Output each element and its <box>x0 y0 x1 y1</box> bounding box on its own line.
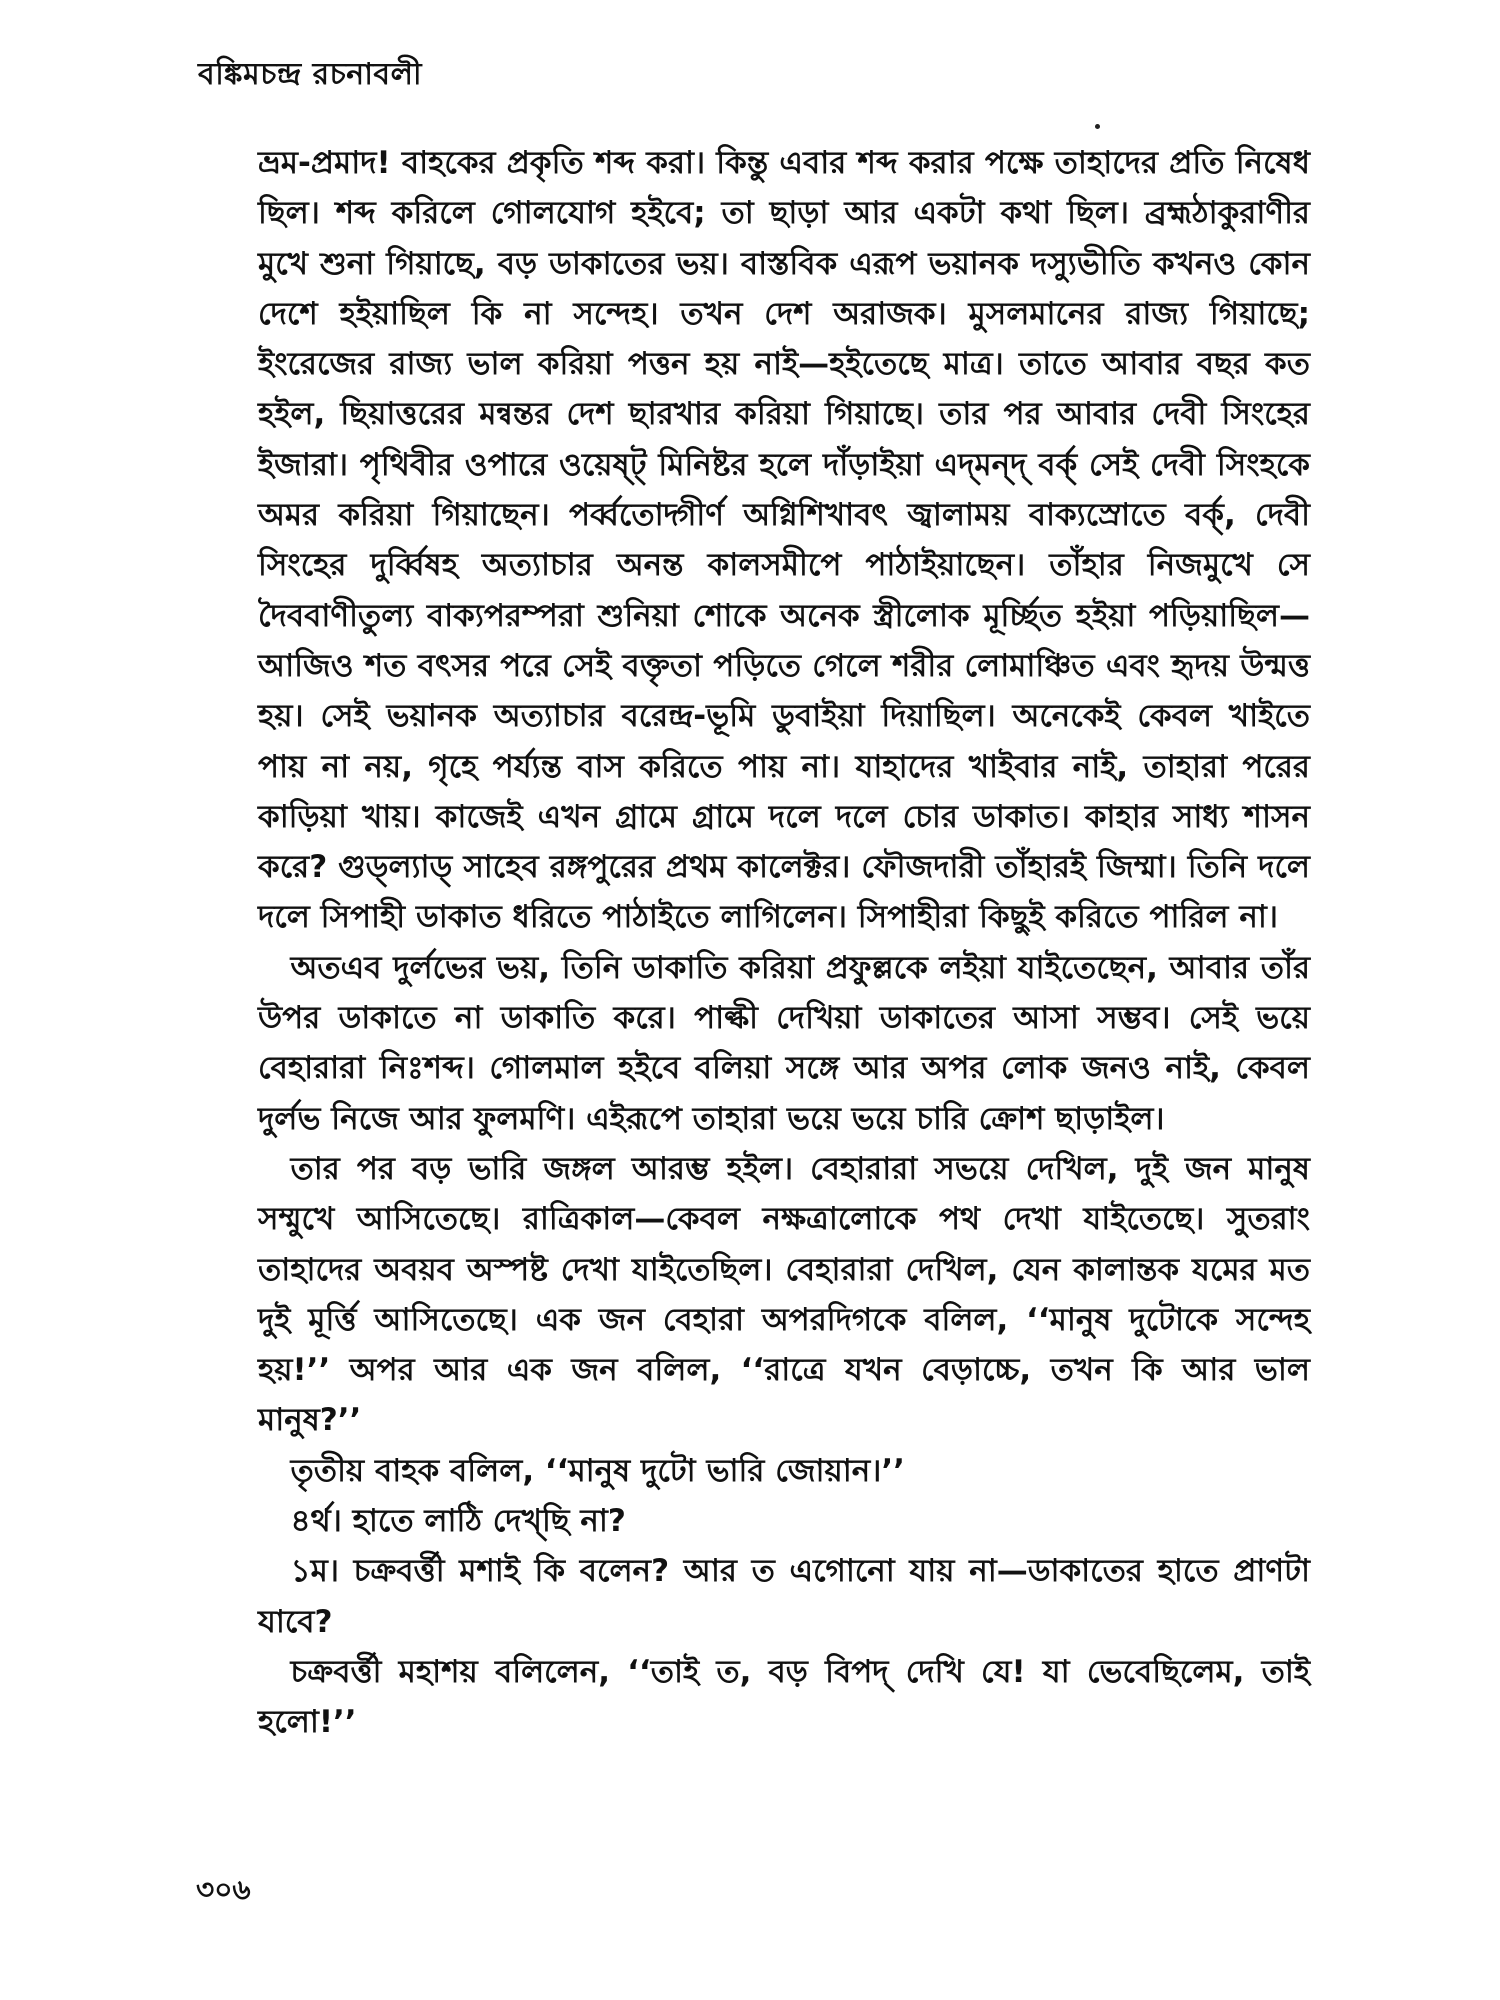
paragraph-7: চক্রবর্ত্তী মহাশয় বলিলেন, ‘‘তাই ত, বড় বিপদ্ দেখি যে! যা ভেবেছিলেম, তাই হলো!’’ <box>258 1653 1310 1741</box>
page-number: ৩০৬ <box>196 1873 251 1906</box>
paragraph-3: তার পর বড় ভারি জঙ্গল আরম্ভ হইল। বেহারারা সভয়ে দেখিল, দুই জন মানুষ সম্মুখে আসিতেছে। রাত্রিকাল—কেবল নক্ষত্রালোকে পথ দেখা যাইতেছে। সুতরাং তাহাদের অবয়ব অস্পষ্ট দেখা যাইতেছিল। বেহারারা দেখিল, যেন কালান্তক যমের মত দুই মূর্ত্তি আসিতেছে। এক জন বেহারা অপরদিগকে বলিল, ‘‘মানুষ দুটোকে সন্দেহ হয়!’’ অপর আর এক জন বলিল, ‘‘রাত্রে যখন বেড়াচ্চে, তখন কি আর ভাল মানুষ?’’ <box>258 1150 1310 1439</box>
paragraph-1: ভ্রম-প্রমাদ! বাহকের প্রকৃতি শব্দ করা। কিন্তু এবার শব্দ করার পক্ষে তাহাদের প্রতি নিষেধ ছিল। শব্দ করিলে গোলযোগ হইবে; তা ছাড়া আর একটা কথা ছিল। ব্রহ্মঠাকুরাণীর মুখে শুনা গিয়াছে, বড় ডাকাতের ভয়। বাস্তবিক এরূপ ভয়ানক দস্যুভীতি কখনও কোন দেশে হইয়াছিল কি না সন্দেহ। তখন দেশ অরাজক। মুসলমানের রাজ্য গিয়াছে; ইংরেজের রাজ্য ভাল করিয়া পত্তন হয় নাই—হইতেছে মাত্র। তাতে আবার বছর কত হইল, ছিয়াত্তরের মন্বন্তর দেশ ছারখার করিয়া গিয়াছে। তার পর আবার দেবী সিংহের ইজারা। পৃথিবীর ওপারে ওয়েষ্ট্ মিনিষ্টর হলে দাঁড়াইয়া এদ্‌মন্দ্ বর্ক্ সেই দেবী সিংহকে অমর করিয়া গিয়াছেন। পর্ব্বতোদ্গীর্ণ অগ্নিশিখাবৎ জ্বালাময় বাক্যস্রোতে বর্ক্, দেবী সিংহের দুর্ব্বিষহ অত্যাচার অনন্ত কালসমীপে পাঠাইয়াছেন। তাঁহার নিজমুখে সে দৈববাণীতুল্য বাক্যপরম্পরা শুনিয়া শোকে অনেক স্ত্রীলোক মূর্চ্ছিত হইয়া পড়িয়াছিল—আজিও শত বৎসর পরে সেই বক্তৃতা পড়িতে গেলে শরীর লোমাঞ্চিত এবং হৃদয় উন্মত্ত হয়। সেই ভয়ানক অত্যাচার বরেন্দ্র-ভূমি ডুবাইয়া দিয়াছিল। অনেকেই কেবল খাইতে পায় না নয়, গৃহে পর্য্যন্ত বাস করিতে পায় না। যাহাদের খাইবার নাই, তাহারা পরের কাড়িয়া খায়। কাজেই এখন গ্রামে গ্রামে দলে দলে চোর ডাকাত। কাহার সাধ্য শাসন করে? গুড্‌ল্যাড্ সাহেব রঙ্গপুরের প্রথম কালেক্টর। ফৌজদারী তাঁহারই জিম্মা। তিনি দলে দলে সিপাহী ডাকাত ধরিতে পাঠাইতে লাগিলেন। সিপাহীরা কিছুই করিতে পারিল না। <box>258 145 1310 936</box>
paragraph-6: ১ম। চক্রবর্ত্তী মশাই কি বলেন? আর ত এগোনো যায় না—ডাকাতের হাতে প্রাণটা যাবে? <box>258 1553 1310 1640</box>
page-text <box>258 138 1310 1748</box>
stray-dot-mark <box>1095 124 1100 129</box>
running-head: বঙ্কিমচন্দ্র রচনাবলী <box>198 57 423 92</box>
paragraph-5: ৪র্থ। হাতে লাঠি দেখ্‌ছি না? <box>290 1503 626 1540</box>
paragraph-2: অতএব দুর্লভের ভয়, তিনি ডাকাতি করিয়া প্রফুল্লকে লইয়া যাইতেছেন, আবার তাঁর উপর ডাকাতে না ডাকাতি করে। পাল্কী দেখিয়া ডাকাতের আসা সম্ভব। সেই ভয়ে বেহারারা নিঃশব্দ। গোলমাল হইবে বলিয়া সঙ্গে আর অপর লোক জনও নাই, কেবল দুর্লভ নিজে আর ফুলমণি। এইরূপে তাহারা ভয়ে ভয়ে চারি ক্রোশ ছাড়াইল। <box>258 949 1310 1137</box>
paragraph-4: তৃতীয় বাহক বলিল, ‘‘মানুষ দুটো ভারি জোয়ান।’’ <box>290 1452 905 1489</box>
